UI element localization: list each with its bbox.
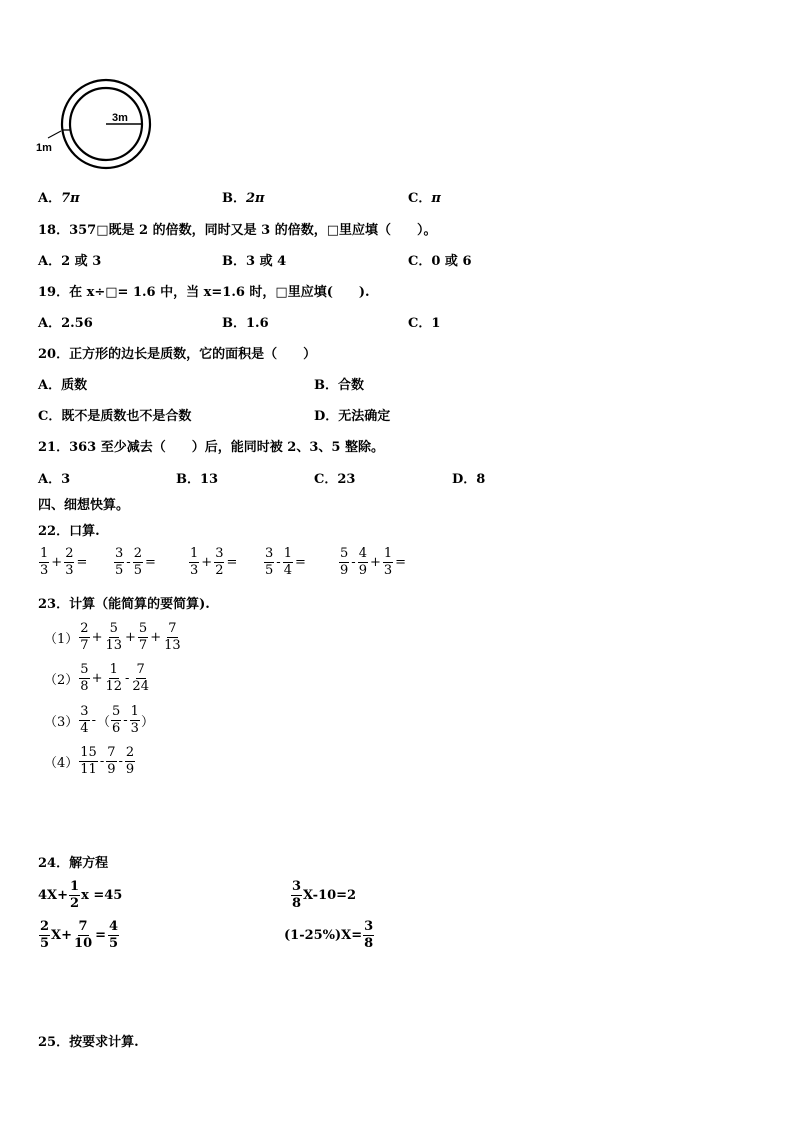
- fraction: $\frac{2}{3}$: [65, 546, 74, 578]
- fraction: $\frac{3}{8}$: [292, 879, 302, 911]
- q17-option-c[interactable]: C．π: [408, 191, 441, 206]
- q22-item-3: $\frac{1}{3}$ + $\frac{3}{2}$ =: [190, 546, 238, 578]
- fraction: $\frac{5}{8}$: [80, 662, 89, 694]
- ring-label: 1m: [36, 142, 52, 154]
- fraction: $\frac{3}{5}$: [265, 546, 274, 578]
- fraction: $\frac{5}{13}$: [105, 621, 123, 653]
- fraction: $\frac{3}{5}$: [115, 546, 124, 578]
- fraction: $\frac{2}{7}$: [80, 621, 89, 653]
- fraction: $\frac{5}{9}$: [340, 546, 349, 578]
- q23-expression-2: （2） $\frac{5}{8}$ + $\frac{1}{12}$ - $\frac{7}{24}$: [44, 662, 149, 694]
- q23-stem: 23．计算（能简算的要简算).: [38, 597, 210, 612]
- fraction: $\frac{4}{9}$: [358, 546, 367, 578]
- q20-stem: 20．正方形的边长是质数，它的面积是（ ）: [38, 347, 317, 362]
- fraction: $\frac{5}{6}$: [111, 704, 121, 736]
- q23-label-3: （3）: [44, 714, 79, 730]
- fraction: $\frac{3}{4}$: [80, 704, 89, 736]
- q22-item-4: $\frac{3}{5}$ - $\frac{1}{4}$ =: [265, 546, 306, 578]
- q22-stem: 22．口算.: [38, 524, 100, 539]
- fraction: $\frac{1}{3}$: [40, 546, 49, 578]
- fraction: $\frac{1}{3}$: [190, 546, 199, 578]
- q23-label-2: （2）: [44, 672, 79, 688]
- ring-figure: [34, 78, 158, 178]
- fraction: $\frac{1}{3}$: [383, 546, 393, 578]
- q21-option-a[interactable]: A．3: [38, 472, 71, 487]
- q21-stem: 21．363 至少减去（ ）后，能同时被 2、3、5 整除。: [38, 440, 384, 455]
- fraction: $\frac{2}{9}$: [125, 745, 135, 777]
- q19-option-b[interactable]: B．1.6: [222, 316, 269, 331]
- fraction: $\frac{1}{12}$: [105, 662, 123, 694]
- q18-stem: 18．357□既是 2 的倍数，同时又是 3 的倍数，□里应填（ ）。: [38, 223, 437, 238]
- fraction: $\frac{2}{5}$: [40, 919, 50, 951]
- fraction: $\frac{7}{24}$: [132, 662, 149, 694]
- ring-diagram: [34, 78, 158, 178]
- q20-option-d[interactable]: D．无法确定: [314, 409, 391, 424]
- fraction: $\frac{7}{9}$: [107, 745, 116, 777]
- fraction: $\frac{1}{4}$: [283, 546, 292, 578]
- fraction: $\frac{3}{8}$: [364, 919, 374, 951]
- q24-equation-1: 4X+ $\frac{1}{2}$ x =45: [38, 879, 123, 911]
- fraction: $\frac{3}{2}$: [215, 546, 224, 578]
- q20-option-b[interactable]: B．合数: [314, 378, 365, 393]
- q20-option-a[interactable]: A．质数: [38, 378, 88, 393]
- radius-label: 3m: [112, 112, 128, 124]
- q21-option-b[interactable]: B．13: [176, 472, 219, 487]
- q21-option-c[interactable]: C．23: [314, 472, 356, 487]
- fraction: $\frac{2}{5}$: [133, 546, 142, 578]
- q17-option-b[interactable]: B．2π: [222, 191, 265, 206]
- q23-label-4: （4）: [44, 755, 79, 771]
- q24-stem: 24．解方程: [38, 856, 109, 871]
- q22-item-1: $\frac{1}{3}$ + $\frac{2}{3}$ =: [40, 546, 88, 578]
- q22-item-2: $\frac{3}{5}$ - $\frac{2}{5}$ =: [115, 546, 156, 578]
- fraction: $\frac{15}{11}$: [80, 745, 97, 777]
- q23-expression-3: （3） $\frac{3}{4}$ - （ $\frac{5}{6}$ - $\frac{1}{3}$ ）: [44, 704, 154, 736]
- q20-option-c[interactable]: C．既不是质数也不是合数: [38, 409, 192, 424]
- q18-option-b[interactable]: B．3 或 4: [222, 254, 287, 269]
- q24-equation-3: $\frac{2}{5}$ X+ $\frac{7}{10}$ = $\frac{4}{5}$: [40, 919, 119, 951]
- q24-equation-4: (1-25%)X= $\frac{3}{8}$: [284, 919, 374, 951]
- q25-stem: 25．按要求计算.: [38, 1035, 139, 1050]
- q17-option-a[interactable]: A．7π: [38, 191, 80, 206]
- fraction: $\frac{7}{10}$: [74, 919, 93, 951]
- ring-pointer-line: [48, 131, 61, 138]
- q22-item-5: $\frac{5}{9}$ - $\frac{4}{9}$ + $\frac{1}{3}$ =: [340, 546, 407, 578]
- q21-option-d[interactable]: D．8: [452, 472, 486, 487]
- q18-option-c[interactable]: C．0 或 6: [408, 254, 472, 269]
- q24-equation-2: $\frac{3}{8}$ X-10=2: [292, 879, 357, 911]
- fraction: $\frac{1}{3}$: [130, 704, 139, 736]
- section-4-title: 四、细想快算。: [38, 498, 130, 513]
- fraction: $\frac{5}{7}$: [138, 621, 148, 653]
- q23-label-1: （1）: [44, 631, 79, 647]
- fraction: $\frac{1}{2}$: [70, 879, 80, 911]
- q23-expression-4: （4） $\frac{15}{11}$ - $\frac{7}{9}$ - $\frac{2}{9}$: [44, 745, 135, 777]
- fraction: $\frac{4}{5}$: [109, 919, 119, 951]
- q19-option-c[interactable]: C．1: [408, 316, 441, 331]
- q19-stem: 19．在 x÷□= 1.6 中，当 x=1.6 时，□里应填( ).: [38, 285, 370, 300]
- fraction: $\frac{7}{13}$: [164, 621, 181, 653]
- q18-option-a[interactable]: A．2 或 3: [38, 254, 102, 269]
- q23-expression-1: （1） $\frac{2}{7}$ + $\frac{5}{13}$ + $\frac{5}{7}$ + $\frac{7}{13}$: [44, 621, 181, 653]
- q19-option-a[interactable]: A．2.56: [38, 316, 93, 331]
